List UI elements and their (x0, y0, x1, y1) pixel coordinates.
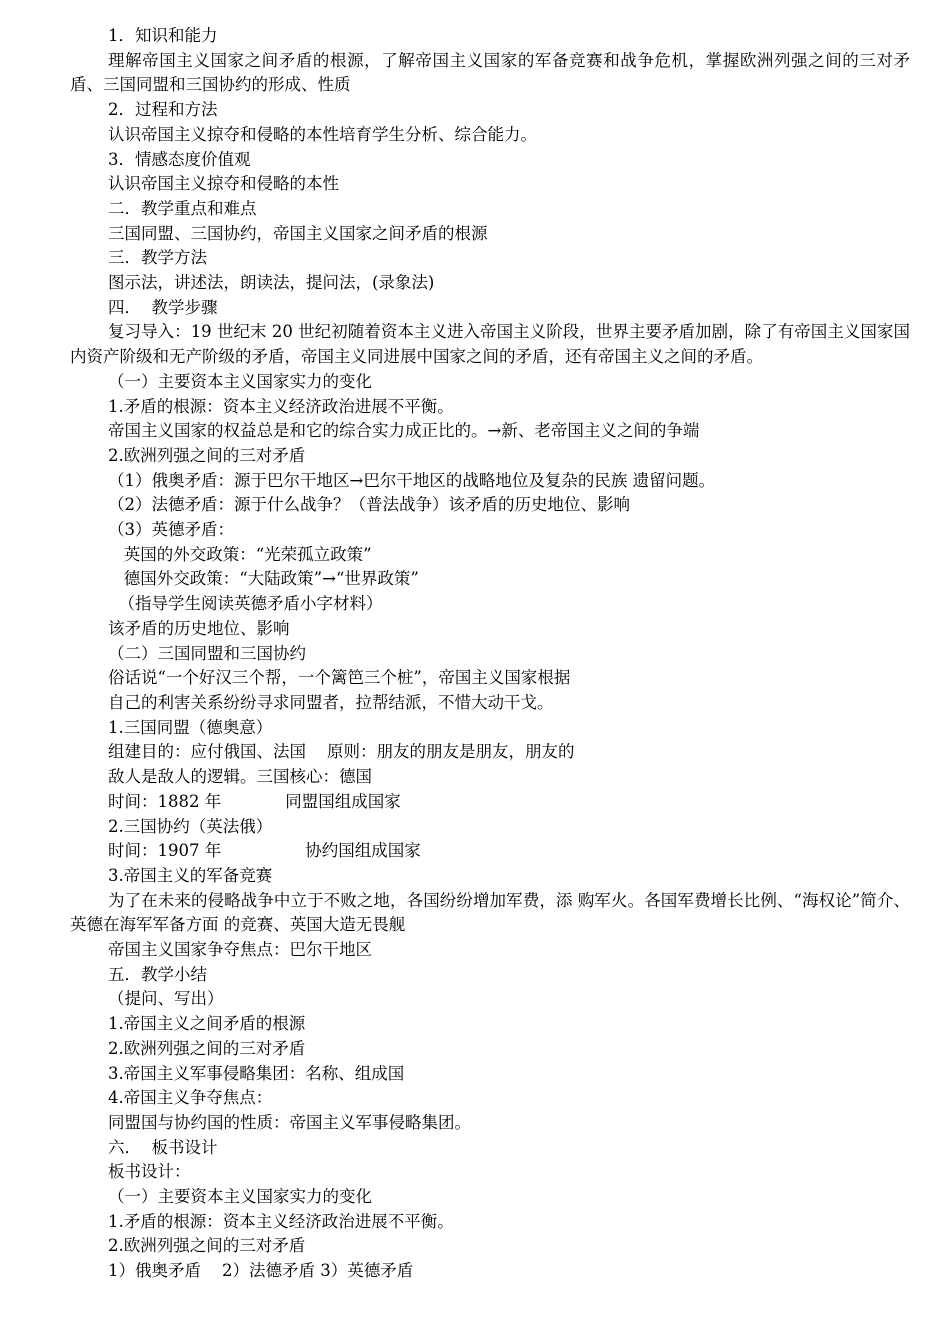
text-line: 2.欧洲列强之间的三对矛盾 (108, 445, 306, 465)
text-line: 1．知识和能力 (108, 26, 218, 45)
text-line: 2.三国协约（英法俄） (108, 816, 273, 836)
text-line: 五．教学小结 (108, 964, 207, 984)
text-line: 三．教学方法 (108, 248, 207, 268)
text-line: 俗话说“一个好汉三个帮，一个篱笆三个桩”，帝国主义国家根据 (108, 668, 571, 688)
text-line: （一）主要资本主义国家实力的变化 (108, 371, 372, 391)
text-line: 1.矛盾的根源：资本主义经济政治进展不平衡。 (108, 396, 454, 416)
text-line: 3.帝国主义军事侵略集团：名称、组成国 (108, 1063, 405, 1083)
text-line: 1）俄奥矛盾 2）法德矛盾 3）英德矛盾 (108, 1261, 414, 1281)
text-line: 认识帝国主义掠夺和侵略的本性 (108, 174, 339, 194)
text-line: 1.帝国主义之间矛盾的根源 (108, 1014, 306, 1034)
line-part: 时间：1907 年 (108, 841, 222, 861)
text-line: （指导学生阅读英德矛盾小字材料） (108, 594, 383, 614)
document-body (70, 24, 910, 1284)
paragraph: 为了在未来的侵略战争中立于不败之地，各国纷纷增加军费，添 购军火。各国军费增长比例、“海权论”简介、英德在海军军备方面 的竞赛、英国大造无畏舰 (70, 890, 910, 935)
text-line: 该矛盾的历史地位、影响 (108, 618, 290, 638)
text-line: （3）英德矛盾： (108, 520, 234, 540)
text-line: 图示法，讲述法，朗读法，提问法，(录象法) (108, 273, 435, 293)
text-line: 四． 教学步骤 (108, 297, 218, 317)
text-line: 1.三国同盟（德奥意） (108, 717, 273, 737)
text-line: 英国的外交政策：“光荣孤立政策” (108, 544, 372, 564)
text-line: 2.欧洲列强之间的三对矛盾 (108, 1038, 306, 1058)
text-line: 德国外交政策：“大陆政策”→“世界政策” (108, 569, 419, 589)
text-line: 六． 板书设计 (108, 1137, 218, 1157)
text-line: （一）主要资本主义国家实力的变化 (108, 1187, 372, 1207)
text-line: 三国同盟、三国协约，帝国主义国家之间矛盾的根源 (108, 223, 488, 243)
text-line: 2．过程和方法 (108, 100, 218, 120)
text-line (70, 839, 910, 864)
text-line: 4.帝国主义争夺焦点： (108, 1088, 273, 1108)
text-line: （1）俄奥矛盾：源于巴尔干地区→巴尔干地区的战略地位及复杂的民族 遗留问题。 (108, 470, 716, 490)
text-line: 帝国主义国家的权益总是和它的综合实力成正比的。→新、老帝国主义之间的争端 (108, 421, 700, 441)
text-line: 组建目的：应付俄国、法国 原则：朋友的朋友是朋友，朋友的 (108, 742, 575, 762)
text-line: 自己的利害关系纷纷寻求同盟者，拉帮结派，不惜大动干戈。 (108, 692, 554, 712)
text-line: （2）法德矛盾：源于什么战争？（普法战争）该矛盾的历史地位、影响 (108, 495, 630, 515)
paragraph: 理解帝国主义国家之间矛盾的根源，了解帝国主义国家的军备竞赛和战争危机，掌握欧洲列强之间的三对矛盾、三国同盟和三国协约的形成、性质 (70, 50, 910, 95)
text-line: （二）三国同盟和三国协约 (108, 643, 306, 663)
text-line: 3．情感态度价值观 (108, 149, 251, 169)
line-part: 协约国组成国家 (305, 841, 421, 861)
text-line: 板书设计： (108, 1162, 191, 1182)
text-line (70, 790, 910, 815)
text-line: 二．教学重点和难点 (108, 198, 257, 218)
text-line: 同盟国与协约国的性质：帝国主义军事侵略集团。 (108, 1112, 471, 1132)
paragraph: 复习导入：19 世纪末 20 世纪初随着资本主义进入帝国主义阶段，世界主要矛盾加剧，除了有帝国主义国家国内资产阶级和无产阶级的矛盾，帝国主义同进展中国家之间的矛盾，还有帝国主义之间的矛盾。 (70, 322, 910, 367)
text-line: 认识帝国主义掠夺和侵略的本性培育学生分析、综合能力。 (108, 124, 537, 144)
text-line: 敌人是敌人的逻辑。三国核心：德国 (108, 767, 372, 787)
text-line: 3.帝国主义的军备竞赛 (108, 865, 273, 885)
line-part: 同盟国组成国家 (285, 791, 401, 811)
text-line: （提问、写出） (108, 989, 224, 1009)
text-line: 1.矛盾的根源：资本主义经济政治进展不平衡。 (108, 1211, 454, 1231)
text-line: 帝国主义国家争夺焦点：巴尔干地区 (108, 940, 372, 960)
line-part: 时间：1882 年 (108, 791, 222, 811)
text-line: 2.欧洲列强之间的三对矛盾 (108, 1236, 306, 1256)
